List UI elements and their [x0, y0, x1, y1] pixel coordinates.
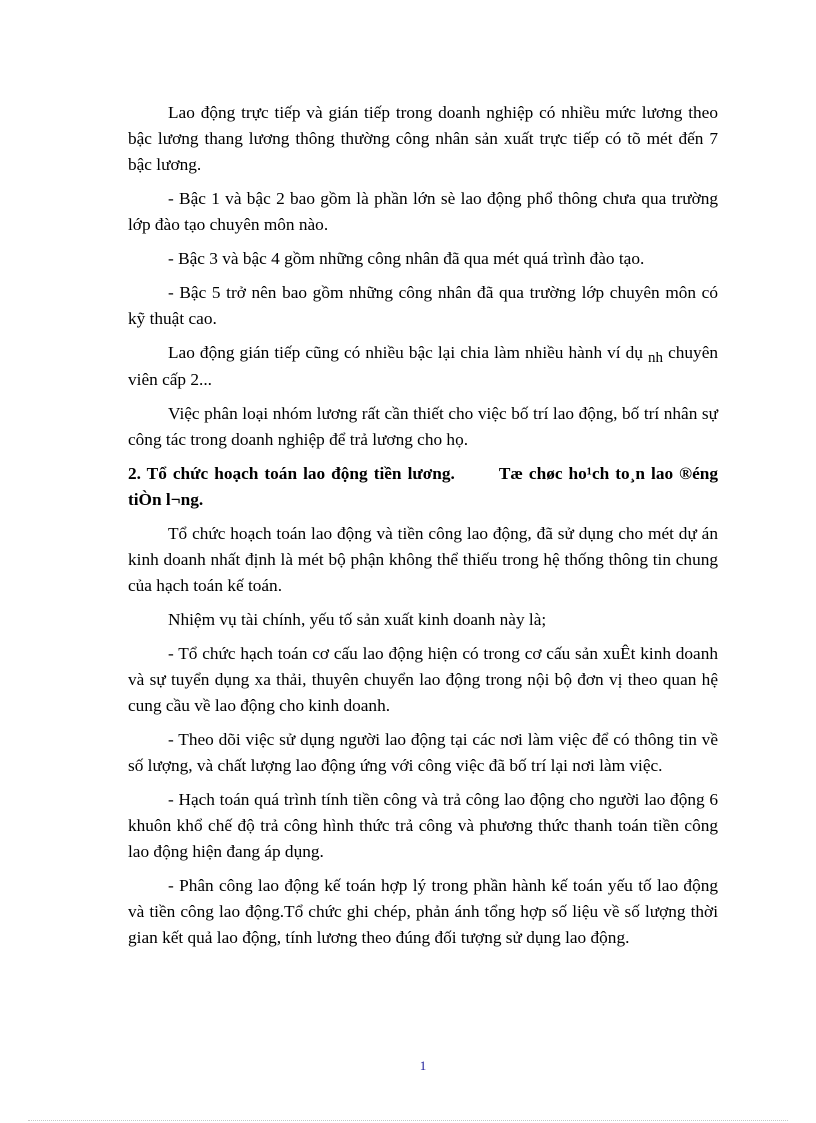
- section-heading-title: 2. Tổ chức hoạch toán lao động tiền lương.: [128, 464, 455, 483]
- section-heading-garbled: Tæ chøc ho¹ch to¸n lao ®éng tiÒn l¬ng.: [128, 464, 718, 509]
- paragraph-organization: Tổ chức hoạch toán lao động và tiền công lao động, đã sử dụng cho mét dự án kinh doanh nhất định là mét bộ phận không thể thiếu trong hệ thống thông tin chung của hạch toán kế toán.: [128, 524, 718, 595]
- subscript-nh: nh: [648, 350, 664, 366]
- section-heading: [128, 461, 718, 513]
- paragraph-level-5: - Bậc 5 trở nên bao gồm những công nhân đã qua trường lớp chuyên môn có kỹ thuật cao.: [128, 283, 718, 328]
- paragraph-task-payroll: - Hạch toán quá trình tính tiền công và trả công lao động cho người lao động 6 khuôn khổ chế độ trả công hình thức trả công và phương thức thanh toán tiền công lao động hiện đang áp dụng.: [128, 790, 718, 861]
- paragraph-classification: Việc phân loại nhóm lương rất cần thiết cho việc bố trí lao động, bố trí nhân sự công tác trong doanh nghiệp để trả lương cho họ.: [128, 404, 718, 449]
- paragraph-task-assignment: - Phân công lao động kế toán hợp lý trong phần hành kế toán yếu tố lao động và tiền công lao động.Tổ chức ghi chép, phản ánh tổng hợp số liệu về số lượng thời gian kết quả lao động, tính lương theo đúng đối tượng sử dụng lao động.: [128, 876, 718, 947]
- paragraph-pay-levels: Lao động trực tiếp và gián tiếp trong doanh nghiệp có nhiều mức lương theo bậc lương thang lương thông thường công nhân sản xuất trực tiếp có tõ mét đến 7 bậc lương.: [128, 103, 718, 174]
- page-bottom-divider: [28, 1120, 788, 1121]
- document-page: [128, 100, 718, 959]
- paragraph-level-1-2: - Bậc 1 và bậc 2 bao gồm là phần lớn sè lao động phổ thông chưa qua trường lớp đào tạo chuyên môn nào.: [128, 189, 718, 234]
- paragraph-tasks-intro: Nhiệm vụ tài chính, yếu tố sản xuất kinh doanh này là;: [168, 610, 547, 629]
- paragraph-task-structure: - Tổ chức hạch toán cơ cấu lao động hiện có trong cơ cấu sản xuÊt kinh doanh và sự tuyển dụng xa thải, thuyên chuyển lao động trong nội bộ đơn vị theo quan hệ cung cầu về lao động cho kinh doanh.: [128, 644, 718, 715]
- indirect-labor-text: Lao động gián tiếp cũng có nhiều bậc lại chia làm nhiều hành ví dụ: [168, 343, 643, 362]
- paragraph-task-monitoring: - Theo dõi việc sử dụng người lao động tại các nơi làm việc để có thông tin về số lượng, và chất lượng lao động ứng với công việc đã bố trí lại nơi làm việc.: [128, 730, 718, 775]
- page-number: 1: [419, 1058, 427, 1073]
- indirect-labor-text-end: chuyên viên cấp 2...: [128, 343, 719, 389]
- paragraph-indirect-labor: [128, 340, 718, 393]
- paragraph-level-3-4: - Bậc 3 và bậc 4 gồm những công nhân đã qua mét quá trình đào tạo.: [168, 249, 645, 268]
